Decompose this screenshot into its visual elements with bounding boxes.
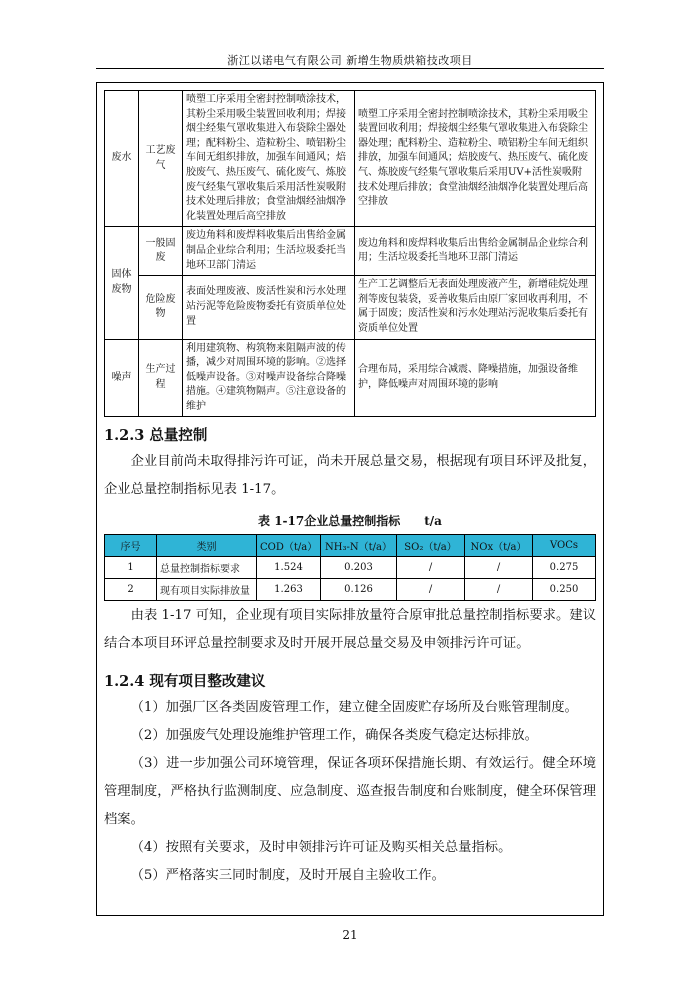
list-item: （2）加强废气处理设施维护管理工作，确保各类废气稳定达标排放。 bbox=[130, 728, 538, 743]
table-cell: 1 bbox=[105, 557, 157, 579]
table-cell: / bbox=[465, 579, 533, 601]
table-cell: / bbox=[397, 557, 465, 579]
column-header: NOx（t/a） bbox=[465, 535, 533, 557]
table-cell: 2 bbox=[105, 579, 157, 601]
subcategory-cell: 一般固废 bbox=[139, 227, 183, 276]
column-header: COD（t/a） bbox=[257, 535, 321, 557]
measures-table bbox=[104, 90, 596, 417]
category-cell: 噪声 bbox=[105, 339, 139, 417]
table-row bbox=[105, 227, 596, 276]
table-cell: / bbox=[465, 557, 533, 579]
section-heading-total-control: 1.2.3 总量控制 bbox=[104, 427, 208, 444]
column-header: 序号 bbox=[105, 535, 157, 557]
table-row bbox=[105, 579, 596, 601]
existing-measure-cell: 利用建筑物、构筑物来阻隔声波的传播，减少对周围环境的影响。②选择低噪声设备。③对噪声设备综合降噪措施。④建筑物隔声。⑤注意设备的维护 bbox=[183, 339, 355, 417]
column-header: NH₃-N（t/a） bbox=[321, 535, 397, 557]
list-item: （3）进一步加强公司环境管理，保证各项环保措施长期、有效运行。健全环境管理制度，严格执行监测制度、应急制度、巡查报告制度和台账制度，健全环保管理档案。 bbox=[104, 756, 596, 827]
table-row bbox=[105, 339, 596, 417]
section-heading-rectification: 1.2.4 现有项目整改建议 bbox=[104, 673, 266, 690]
header-rule bbox=[96, 68, 604, 69]
rectified-measure-cell: 喷塑工序采用全密封控制喷涂技术，其粉尘采用吸尘装置回收利用；焊接烟尘经集气罩收集进入布袋除尘器处理；配料粉尘、造粒粉尘、喷铝粉尘车间无组织排放，加强车间通风；焙胶废气、热压废气、硫化废气、炼胶废气经集气罩收集后采用UV+活性炭吸附技术处理后排放；食堂油烟经油烟净化装置处理后高空排放 bbox=[355, 91, 596, 227]
list-item: （4）按照有关要求，及时申领排污许可证及购买相关总量指标。 bbox=[130, 840, 512, 855]
page-header: 浙江以诺电气有限公司 新增生物质烘箱技改项目 bbox=[227, 54, 473, 67]
existing-measure-cell: 喷塑工序采用全密封控制喷涂技术，其粉尘采用吸尘装置回收利用；焊接烟尘经集气罩收集进入布袋除尘器处理；配料粉尘、造粒粉尘、喷铝粉尘车间无组织排放，加强车间通风；焙胶废气、热压废气、硫化废气、炼胶废气经集气罩收集后采用活性炭吸附技术处理后排放；食堂油烟经油烟净化装置处理后高空排放 bbox=[183, 91, 355, 227]
existing-measure-cell: 表面处理废液、废活性炭和污水处理站污泥等危险废物委托有资质单位处置 bbox=[183, 276, 355, 339]
table-cell: 0.250 bbox=[533, 579, 596, 601]
list-item: （5）严格落实三同时制度，及时开展自主验收工作。 bbox=[130, 868, 445, 883]
subcategory-cell: 工艺废气 bbox=[139, 91, 183, 227]
total-control-table bbox=[104, 534, 596, 601]
column-header: 类别 bbox=[157, 535, 257, 557]
table-cell: 0.275 bbox=[533, 557, 596, 579]
table-cell: 现有项目实际排放量 bbox=[157, 579, 257, 601]
category-cell: 固体废物 bbox=[105, 227, 139, 339]
table-cell: 1.263 bbox=[257, 579, 321, 601]
table-caption: 表 1-17企业总量控制指标 t/a bbox=[258, 514, 442, 528]
list-item: （1）加强厂区各类固废管理工作，建立健全固废贮存场所及台账管理制度。 bbox=[130, 700, 578, 715]
table-cell: 0.126 bbox=[321, 579, 397, 601]
category-cell: 废水 bbox=[105, 91, 139, 227]
rectified-measure-cell: 废边角料和废焊料收集后出售给金属制品企业综合利用；生活垃圾委托当地环卫部门清运 bbox=[355, 227, 596, 276]
subcategory-cell: 危险废物 bbox=[139, 276, 183, 339]
table-cell: 总量控制指标要求 bbox=[157, 557, 257, 579]
page-number: 21 bbox=[342, 928, 358, 942]
existing-measure-cell: 废边角料和废焊料收集后出售给金属制品企业综合利用；生活垃圾委托当地环卫部门清运 bbox=[183, 227, 355, 276]
total-control-paragraph: 企业目前尚未取得排污许可证，尚未开展总量交易，根据现有项目环评及批复，企业总量控制指标见表 1-17。 bbox=[104, 454, 596, 497]
subcategory-cell: 生产过程 bbox=[139, 339, 183, 417]
table-cell: / bbox=[397, 579, 465, 601]
column-header: SO₂（t/a） bbox=[397, 535, 465, 557]
table-row bbox=[105, 91, 596, 227]
table-row bbox=[105, 557, 596, 579]
table-cell: 1.524 bbox=[257, 557, 321, 579]
table-row bbox=[105, 276, 596, 339]
rectified-measure-cell: 生产工艺调整后无表面处理废液产生，新增硅烷处理剂等废包装袋，妥善收集后由原厂家回收再利用，不属于固废；废活性炭和污水处理站污泥收集后委托有资质单位处置 bbox=[355, 276, 596, 339]
column-header: VOCs bbox=[533, 535, 596, 557]
table-conclusion-paragraph: 由表 1-17 可知，企业现有项目实际排放量符合原审批总量控制指标要求。建议结合本项目环评总量控制要求及时开展开展总量交易及申领排污许可证。 bbox=[104, 608, 596, 651]
table-header-row bbox=[105, 535, 596, 557]
table-cell: 0.203 bbox=[321, 557, 397, 579]
rectified-measure-cell: 合理布局，采用综合减震、降噪措施，加强设备维护，降低噪声对周围环境的影响 bbox=[355, 339, 596, 417]
